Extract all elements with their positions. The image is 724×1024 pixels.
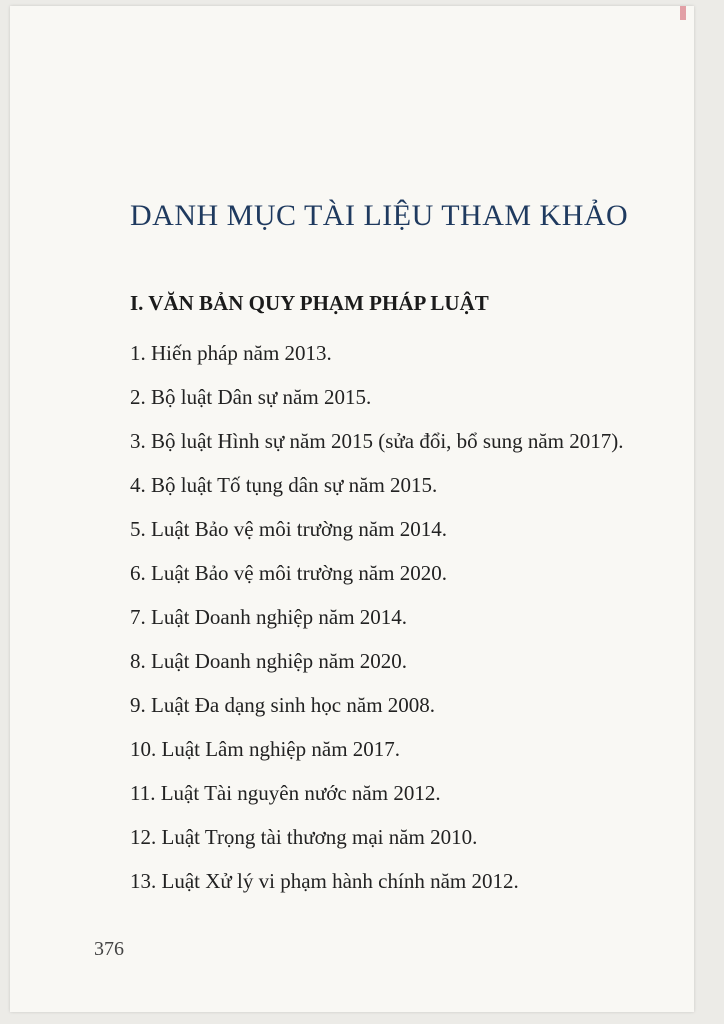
list-item: 10. Luật Lâm nghiệp năm 2017. (130, 737, 401, 761)
list-item: 7. Luật Doanh nghiệp năm 2014. (130, 605, 408, 629)
section-heading: I. VĂN BẢN QUY PHẠM PHÁP LUẬT (130, 291, 489, 315)
list-item: 8. Luật Doanh nghiệp năm 2020. (130, 649, 408, 673)
list-item: 1. Hiến pháp năm 2013. (130, 341, 332, 365)
list-item: 11. Luật Tài nguyên nước năm 2012. (130, 781, 441, 805)
list-item: 9. Luật Đa dạng sinh học năm 2008. (130, 693, 436, 717)
list-item: 4. Bộ luật Tố tụng dân sự năm 2015. (130, 473, 438, 497)
list-item: 5. Luật Bảo vệ môi trường năm 2014. (130, 517, 448, 541)
list-item: 12. Luật Trọng tài thương mại năm 2010. (130, 825, 478, 849)
page-edge-mark (680, 6, 686, 20)
list-item: 3. Bộ luật Hình sự năm 2015 (sửa đổi, bổ sung năm 2017). (130, 429, 624, 453)
document-page (10, 6, 694, 1012)
list-item: 13. Luật Xử lý vi phạm hành chính năm 2012. (130, 869, 519, 893)
list-item: 6. Luật Bảo vệ môi trường năm 2020. (130, 561, 448, 585)
page-number: 376 (94, 938, 124, 960)
reference-list (130, 336, 623, 908)
page-title: DANH MỤC TÀI LIỆU THAM KHẢO (130, 199, 629, 232)
list-item: 2. Bộ luật Dân sự năm 2015. (130, 385, 372, 409)
